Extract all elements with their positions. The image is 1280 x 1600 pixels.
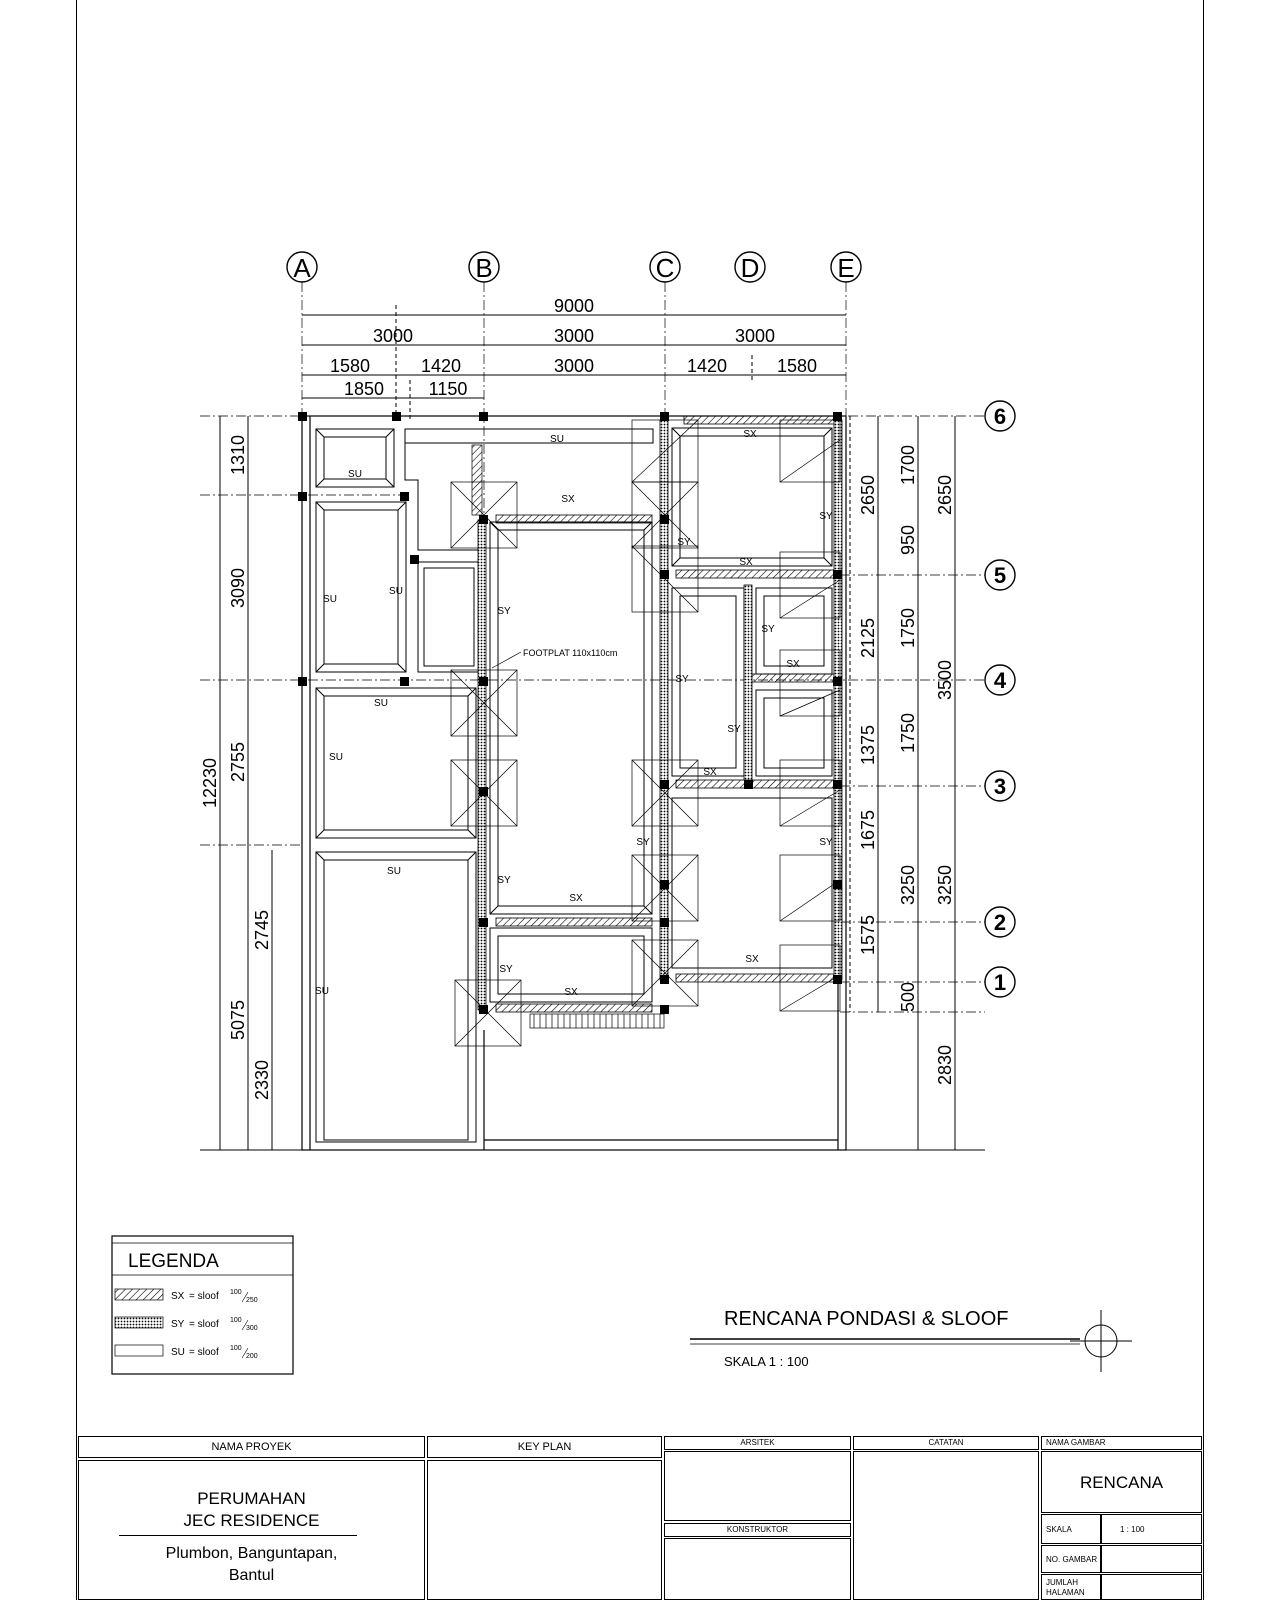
label-sy-9: SY xyxy=(497,875,511,886)
label-su-8: SU xyxy=(315,986,329,997)
label-sy-7: SY xyxy=(636,837,650,848)
grid-label-3: 3 xyxy=(993,774,1007,799)
label-su-5: SU xyxy=(374,698,388,709)
legend-text-sy: = sloof xyxy=(189,1319,219,1330)
dim-right-2-5: 500 xyxy=(898,981,918,1013)
grid-column-bubbles xyxy=(287,252,861,282)
dim-top-4-1: 1850 xyxy=(343,379,385,399)
grid-label-a: A xyxy=(293,253,311,283)
jumlah-halaman-label: JUMLAH HALAMAN xyxy=(1041,1574,1101,1600)
label-su-7: SU xyxy=(387,866,401,877)
grid-label-2: 2 xyxy=(993,910,1007,935)
dim-top-3-5: 1580 xyxy=(776,356,818,376)
legend-sup-su: 100 xyxy=(230,1345,242,1352)
footplat-squares xyxy=(451,420,840,1046)
no-gambar-label: NO. GAMBAR xyxy=(1041,1545,1101,1573)
dim-right-2-4: 3250 xyxy=(898,864,918,906)
dim-top-3-2: 1420 xyxy=(420,356,462,376)
grid-label-c: C xyxy=(655,253,675,283)
north-arrow-icon xyxy=(1070,1310,1132,1372)
dim-right-2-2: 1750 xyxy=(898,607,918,649)
drawing-scale: SKALA 1 : 100 xyxy=(724,1354,809,1369)
grid-lines xyxy=(200,282,985,1150)
label-sx-3: SX xyxy=(739,557,753,568)
skala-value: 1 : 100 xyxy=(1101,1514,1202,1544)
dim-left-3: 2755 xyxy=(228,741,248,783)
project-location-line1: Plumbon, Banguntapan, xyxy=(165,1545,338,1562)
label-su-4: SU xyxy=(389,586,403,597)
dim-left-total: 12230 xyxy=(200,757,220,809)
grid-label-4: 4 xyxy=(993,668,1007,693)
dim-right-2-6: 2830 xyxy=(935,1044,955,1086)
label-sy-1: SY xyxy=(497,606,511,617)
catatan-cell xyxy=(853,1451,1039,1600)
nama-gambar-value: RENCANA xyxy=(1041,1451,1202,1513)
dim-left-6: 2330 xyxy=(252,1059,272,1101)
label-su-1: SU xyxy=(348,469,362,480)
dim-right-1-4: 1375 xyxy=(858,724,878,766)
project-divider xyxy=(119,1535,357,1536)
label-sx-1: SX xyxy=(561,494,575,505)
dim-right-3-2: 3500 xyxy=(935,659,955,701)
nama-gambar-label: NAMA GAMBAR xyxy=(1041,1436,1202,1450)
label-sx-4: SX xyxy=(786,659,800,670)
footplat-label: FOOTPLAT 110x110cm xyxy=(523,648,618,658)
grid-label-6: 6 xyxy=(993,404,1007,429)
arsitek-label: ARSITEK xyxy=(664,1436,851,1450)
legend-sub-sx: 250 xyxy=(246,1297,258,1304)
grid-label-1: 1 xyxy=(993,970,1007,995)
dim-left-4: 5075 xyxy=(228,999,248,1041)
label-su-6: SU xyxy=(329,752,343,763)
dim-right-3-3: 3250 xyxy=(935,864,955,906)
label-sx-7: SX xyxy=(745,954,759,965)
dim-left-1: 1310 xyxy=(228,434,248,476)
drawing-title: RENCANA PONDASI & SLOOF xyxy=(724,1308,1009,1330)
dim-right-2-3: 1750 xyxy=(898,712,918,754)
label-sx-2: SX xyxy=(743,429,757,440)
legend-title: LEGENDA xyxy=(128,1251,219,1272)
dim-top-3-1: 1580 xyxy=(329,356,371,376)
konstruktor-label: KONSTRUKTOR xyxy=(664,1523,851,1537)
stair-hatch xyxy=(472,445,664,1028)
legend-sup-sy: 100 xyxy=(230,1317,242,1324)
dim-left-5: 2745 xyxy=(252,909,272,951)
left-dimension-lines xyxy=(200,416,985,1150)
jumlah-halaman-value xyxy=(1101,1574,1202,1600)
label-sy-5: SY xyxy=(675,674,689,685)
dim-top-2-2: 3000 xyxy=(553,326,595,346)
label-sx-8: SX xyxy=(564,987,578,998)
label-sy-6: SY xyxy=(727,724,741,735)
label-sy-8: SY xyxy=(819,837,833,848)
legend-sup-sx: 100 xyxy=(230,1289,242,1296)
label-sy-4: SY xyxy=(761,624,775,635)
dim-right-3-1: 2650 xyxy=(935,474,955,516)
dim-right-1-5: 1675 xyxy=(858,809,878,851)
label-sy-2: SY xyxy=(677,537,691,548)
legend-code-sy: SY xyxy=(171,1319,185,1330)
dim-left-2: 3090 xyxy=(228,567,248,609)
dim-right-1-2: 950 xyxy=(898,524,918,556)
legend-text-sx: = sloof xyxy=(189,1291,219,1302)
legend-sub-su: 200 xyxy=(246,1353,258,1360)
project-info-cell xyxy=(78,1460,425,1600)
grid-label-5: 5 xyxy=(993,563,1007,588)
grid-label-e: E xyxy=(837,253,855,283)
label-su-3: SU xyxy=(323,594,337,605)
label-sy-3: SY xyxy=(819,511,833,522)
project-name-line1: PERUMAHAN xyxy=(197,1489,306,1508)
dim-top-4-2: 1150 xyxy=(428,379,468,399)
dim-top-3-3: 3000 xyxy=(553,356,595,376)
legend-code-sx: SX xyxy=(171,1291,185,1302)
key-plan-label: KEY PLAN xyxy=(427,1436,662,1458)
grid-label-b: B xyxy=(475,253,493,283)
dim-right-2-1: 1700 xyxy=(898,444,918,486)
dim-top-2-3: 3000 xyxy=(734,326,776,346)
grid-label-d: D xyxy=(740,253,760,283)
legend-code-su: SU xyxy=(171,1347,185,1358)
dim-top-2-1: 3000 xyxy=(372,326,414,346)
no-gambar-value xyxy=(1101,1545,1202,1573)
label-sy-10: SY xyxy=(499,964,513,975)
skala-label: SKALA xyxy=(1041,1514,1101,1544)
project-name-line2: JEC RESIDENCE xyxy=(183,1511,320,1530)
arsitek-cell xyxy=(664,1451,851,1521)
nama-proyek-label: NAMA PROYEK xyxy=(78,1436,425,1458)
label-sx-5: SX xyxy=(703,767,717,778)
konstruktor-cell xyxy=(664,1538,851,1600)
dim-right-1-6: 1575 xyxy=(858,914,878,956)
grid-row-bubbles xyxy=(985,401,1015,997)
footplat-leader xyxy=(492,652,521,668)
dim-right-1-3: 2125 xyxy=(858,617,878,659)
label-su-2: SU xyxy=(550,434,564,445)
dim-top-total: 9000 xyxy=(553,296,595,316)
dim-top-3-4: 1420 xyxy=(686,356,728,376)
project-location-line2: Bantul xyxy=(228,1567,275,1584)
label-sx-6: SX xyxy=(569,893,583,904)
legend-sub-sy: 300 xyxy=(246,1325,258,1332)
legend-text-su: = sloof xyxy=(189,1347,219,1358)
catatan-label: CATATAN xyxy=(853,1436,1039,1450)
dim-right-1-1: 2650 xyxy=(858,474,878,516)
key-plan-cell xyxy=(427,1460,662,1600)
